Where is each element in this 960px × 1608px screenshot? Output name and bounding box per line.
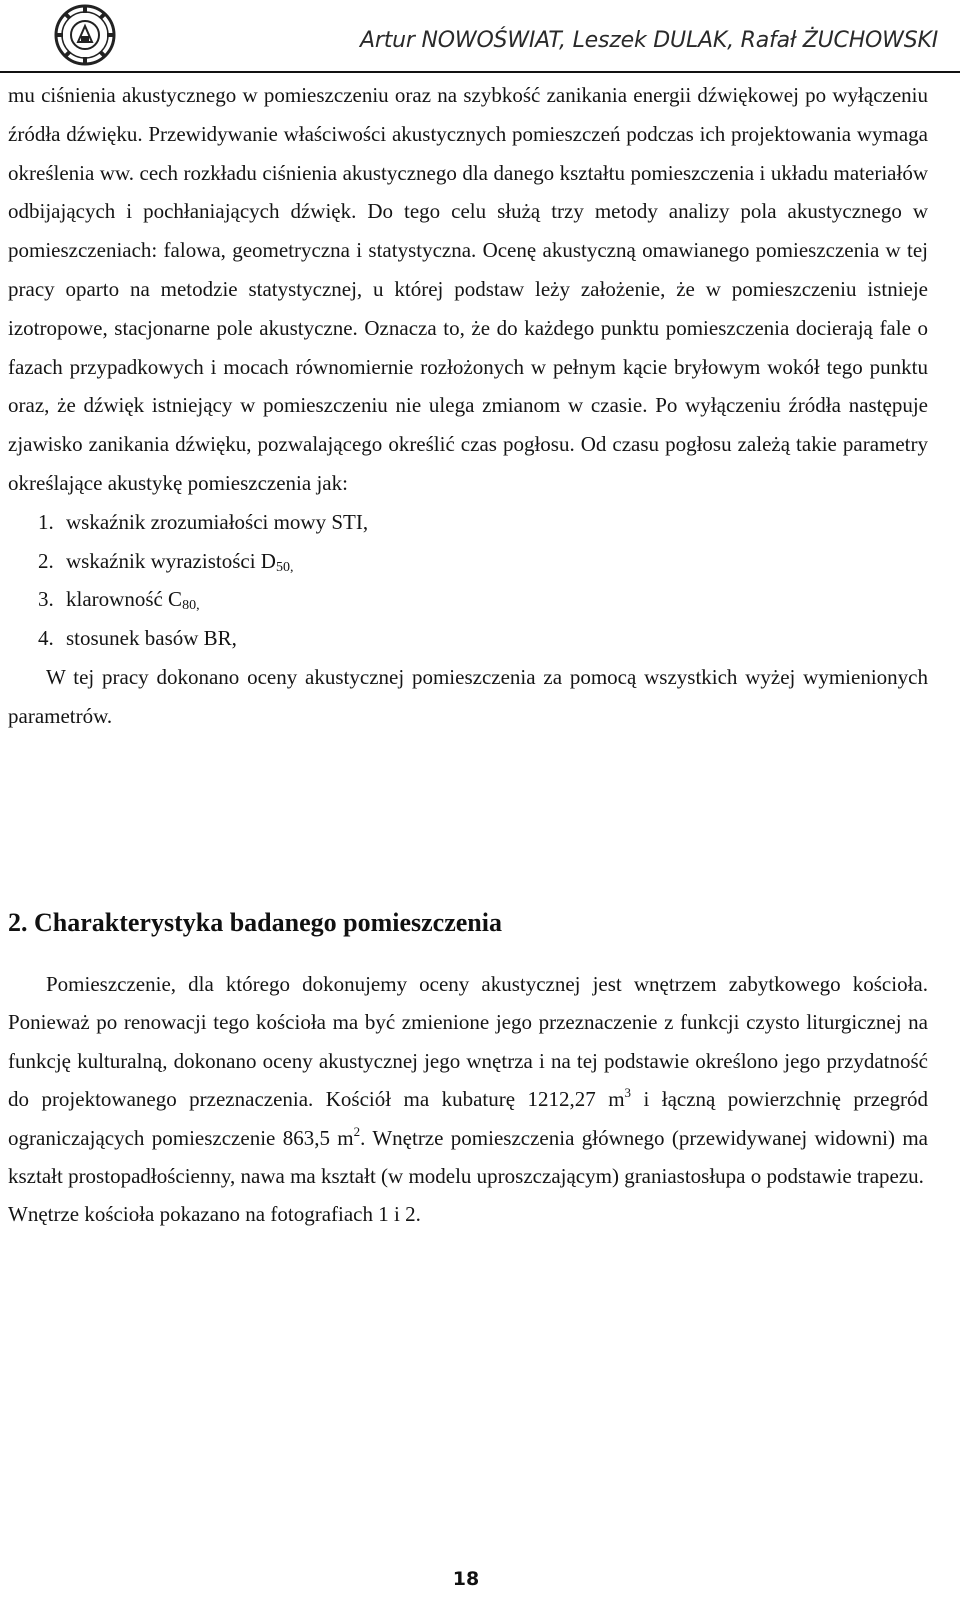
intro-section [8, 76, 928, 736]
list-item-number: 4. [38, 626, 54, 651]
section-paragraph [8, 965, 928, 1195]
list-item-text: klarowność C [66, 587, 183, 612]
page-number: 18 [452, 1568, 480, 1590]
list-item-subscript: 80, [182, 598, 200, 614]
list-item [8, 580, 928, 619]
list-item-number: 1. [38, 509, 54, 534]
list-item-text: stosunek basów BR, [66, 626, 237, 651]
header-divider [0, 71, 960, 73]
header-authors: Artur NOWOŚWIAT, Leszek DULAK, Rafał ŻUCHOWSKI [360, 28, 938, 53]
section-body [8, 965, 928, 1234]
list-item-number: 2. [38, 548, 54, 573]
list-item-number: 3. [38, 587, 54, 612]
list-item [8, 503, 928, 542]
section-heading: 2. Charakterystyka badanego pomieszczenia [8, 908, 502, 937]
photos-note: Wnętrze kościoła pokazano na fotografiach 1 i 2. [8, 1202, 421, 1227]
section-text-part-2: i łączną powierzchnię przegród ograniczających pomieszczenie 863,5 m [8, 1087, 928, 1150]
university-logo-icon [54, 4, 116, 66]
page-header [0, 0, 960, 74]
cubic-superscript: 3 [624, 1085, 632, 1101]
intro-paragraph: mu ciśnienia akustycznego w pomieszczeniu oraz na szybkość zanikania energii dźwiękowej po wyłączeniu źródła dźwięku. Przewidywanie właściwości akustycznych pomieszczeń podczas ich projektowania wymaga określenia ww. cech rozkładu ciśnienia akustycznego dla danego kształtu pomieszczenia i układu materiałów odbijających i pochłaniających dźwięk. Do tego celu służą trzy metody analizy pola akustycznego w pomieszczeniach: falowa, geometryczna i statystyczna. Ocenę akustyczną omawianego pomieszczenia w tej pracy oparto na metodzie statystycznej, u której podstaw leży założenie, że w pomieszczeniu istnieje izotropowe, stacjonarne pole akustyczne. Oznacza to, że do każdego punktu pomieszczenia docierają fale o fazach przypadkowych i mocach równomiernie rozłożonych w pełnym kącie bryłowym wokół tego punktu oraz, że dźwięk istniejący w pomieszczeniu nie ulega zmianom w czasie. Po wyłączeniu źródła następuje zjawisko zanikania dźwięku, pozwalającego określić czas pogłosu. Od czasu pogłosu zależą takie parametry określające akustykę pomieszczenia jak: [8, 83, 928, 495]
square-superscript: 2 [353, 1123, 361, 1139]
closing-paragraph: W tej pracy dokonano oceny akustycznej pomieszczenia za pomocą wszystkich wyżej wymienionych parametrów. [8, 664, 928, 728]
list-item-text: wskaźnik zrozumiałości mowy STI, [66, 509, 369, 534]
parameter-list [8, 503, 928, 658]
list-item-subscript: 50, [275, 559, 294, 575]
section-text-part-3: . Wnętrze pomieszczenia głównego (przewidywanej widowni) ma kształt prostopadłościenny, nawa ma kształt (w modelu uproszczającym) graniastosłupa o podstawie trapezu. [8, 1125, 928, 1189]
list-item [8, 619, 928, 658]
list-item [8, 542, 928, 581]
list-item-text: wskaźnik wyrazistości D [66, 548, 276, 573]
section-text-part-1: Pomieszczenie, dla którego dokonujemy oceny akustycznej jest wnętrzem zabytkowego kościoła. Ponieważ po renowacji tego kościoła ma być zmienione jego przeznaczenie z funkcji czysto liturgicznej na funkcję kulturalną, dokonano oceny akustycznej jego wnętrza i na tej podstawie określono jego przydatność do projektowanego przeznaczenia. Kościół ma kubaturę 1212,27 m [8, 972, 928, 1112]
